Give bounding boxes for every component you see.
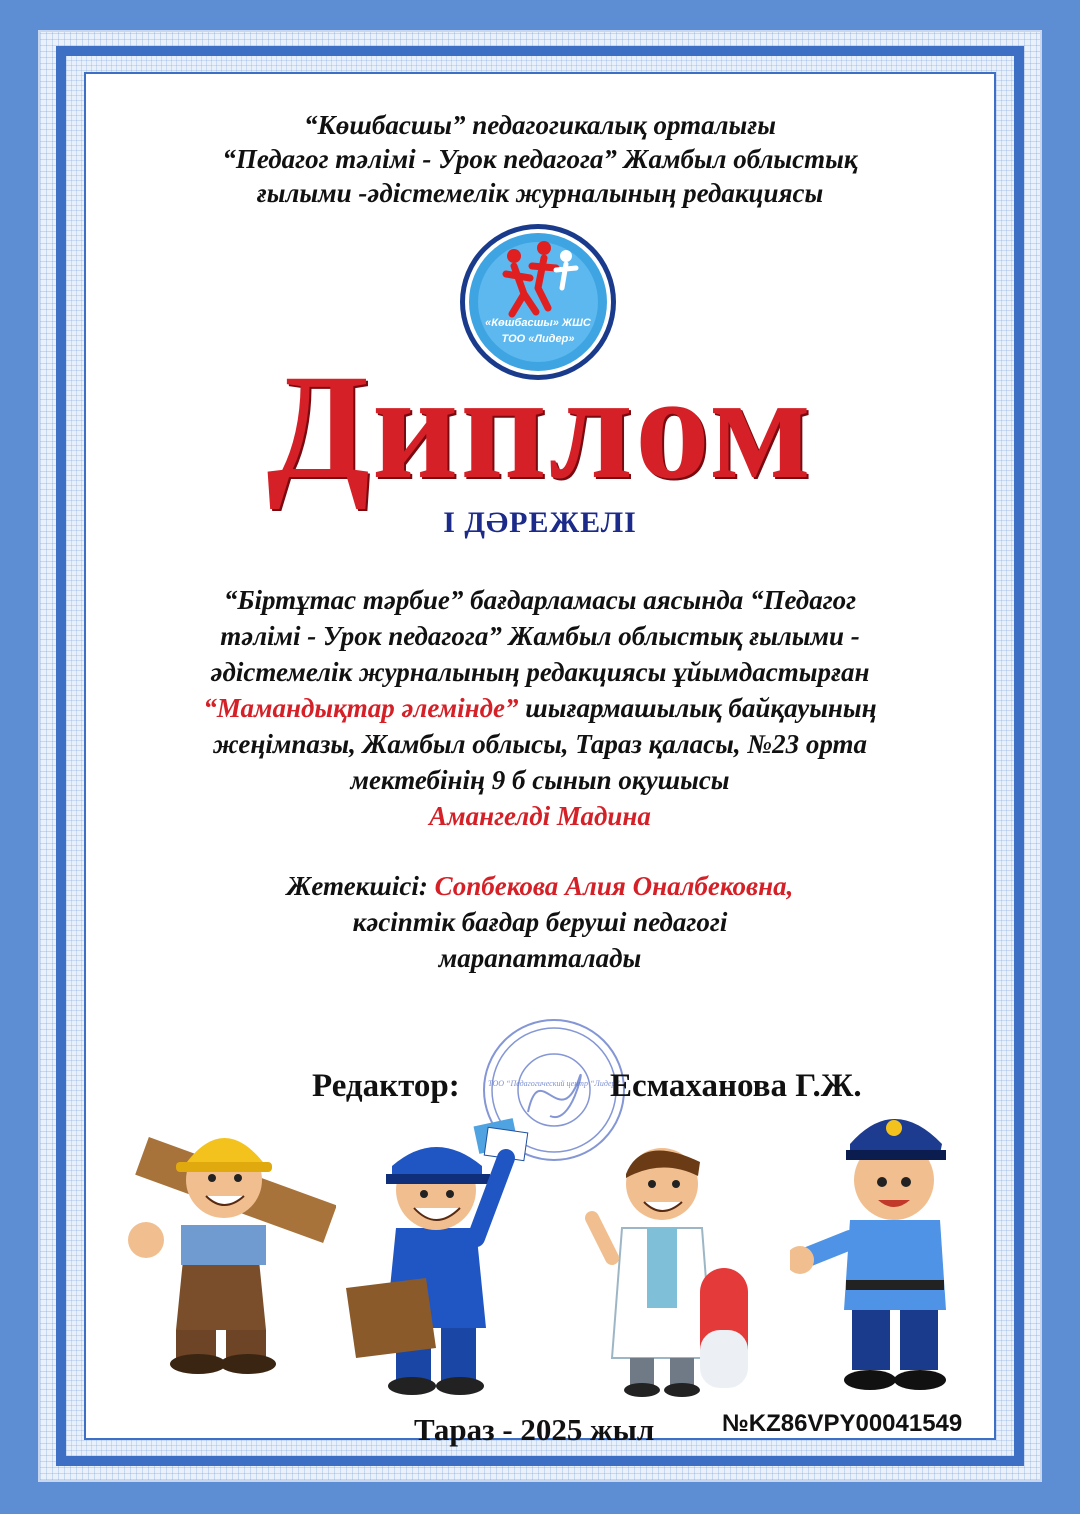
header-line-2: “Педагог тәлімі - Урок педагога” Жамбыл облыстық: [222, 144, 858, 174]
awarded-text: марапатталады: [438, 943, 642, 973]
header-line-1: “Көшбасшы” педагогикалық орталығы: [304, 110, 776, 140]
mentor-name: Сопбекова Алия Оналбековна,: [434, 871, 794, 901]
body-line-4: [120, 690, 960, 726]
logo-text-2: ТОО «Лидер»: [501, 333, 575, 345]
body-line-6: мектебінің 9 б сынып оқушысы: [350, 765, 730, 795]
body-line-2: тәлімі - Урок педагога” Жамбыл облыстық ғылыми -: [220, 621, 860, 651]
builder-illustration: [126, 1110, 336, 1380]
award-body: [120, 582, 960, 834]
stamp-center-text: ТОО “Педагогический центр “Лидер”: [488, 1079, 620, 1088]
body-line-5: жеңімпазы, Жамбыл облысы, Тараз қаласы, №23 орта: [213, 729, 867, 759]
editor-name: Есмаханова Г.Ж.: [610, 1068, 862, 1104]
postman-illustration: [336, 1118, 548, 1398]
registration-number: №KZ86VPY00041549: [722, 1410, 963, 1437]
logo-text-1: «Көшбасшы» ЖШС: [485, 317, 591, 329]
city-year: Тараз - 2025 жыл: [414, 1412, 655, 1447]
mentor-block: [120, 868, 960, 976]
body-line-3: әдістемелік журналының редакциясы ұйымдастырған: [210, 657, 870, 687]
degree-label: I ДӘРЕЖЕЛІ: [443, 506, 637, 539]
student-name: Амангелді Мадина: [429, 801, 651, 831]
header-line-3: ғылыми -әдістемелік журналының редакциясы: [256, 178, 824, 208]
diploma-title: Диплом: [266, 344, 814, 510]
editor-label: Редактор:: [312, 1068, 460, 1104]
doctor-illustration: [582, 1118, 758, 1398]
mentor-label: Жетекшісі:: [286, 871, 435, 901]
mentor-role: кәсіптік бағдар беруші педагогі: [352, 907, 728, 937]
body-line-1: “Біртұтас тәрбие” бағдарламасы аясында “Педагог: [223, 585, 857, 615]
contest-name: “Мамандықтар әлемінде”: [203, 693, 519, 723]
mentor-line: [120, 868, 960, 904]
body-line-4-rest: шығармашылық байқауының: [518, 693, 877, 723]
policeman-illustration: [790, 1090, 990, 1400]
